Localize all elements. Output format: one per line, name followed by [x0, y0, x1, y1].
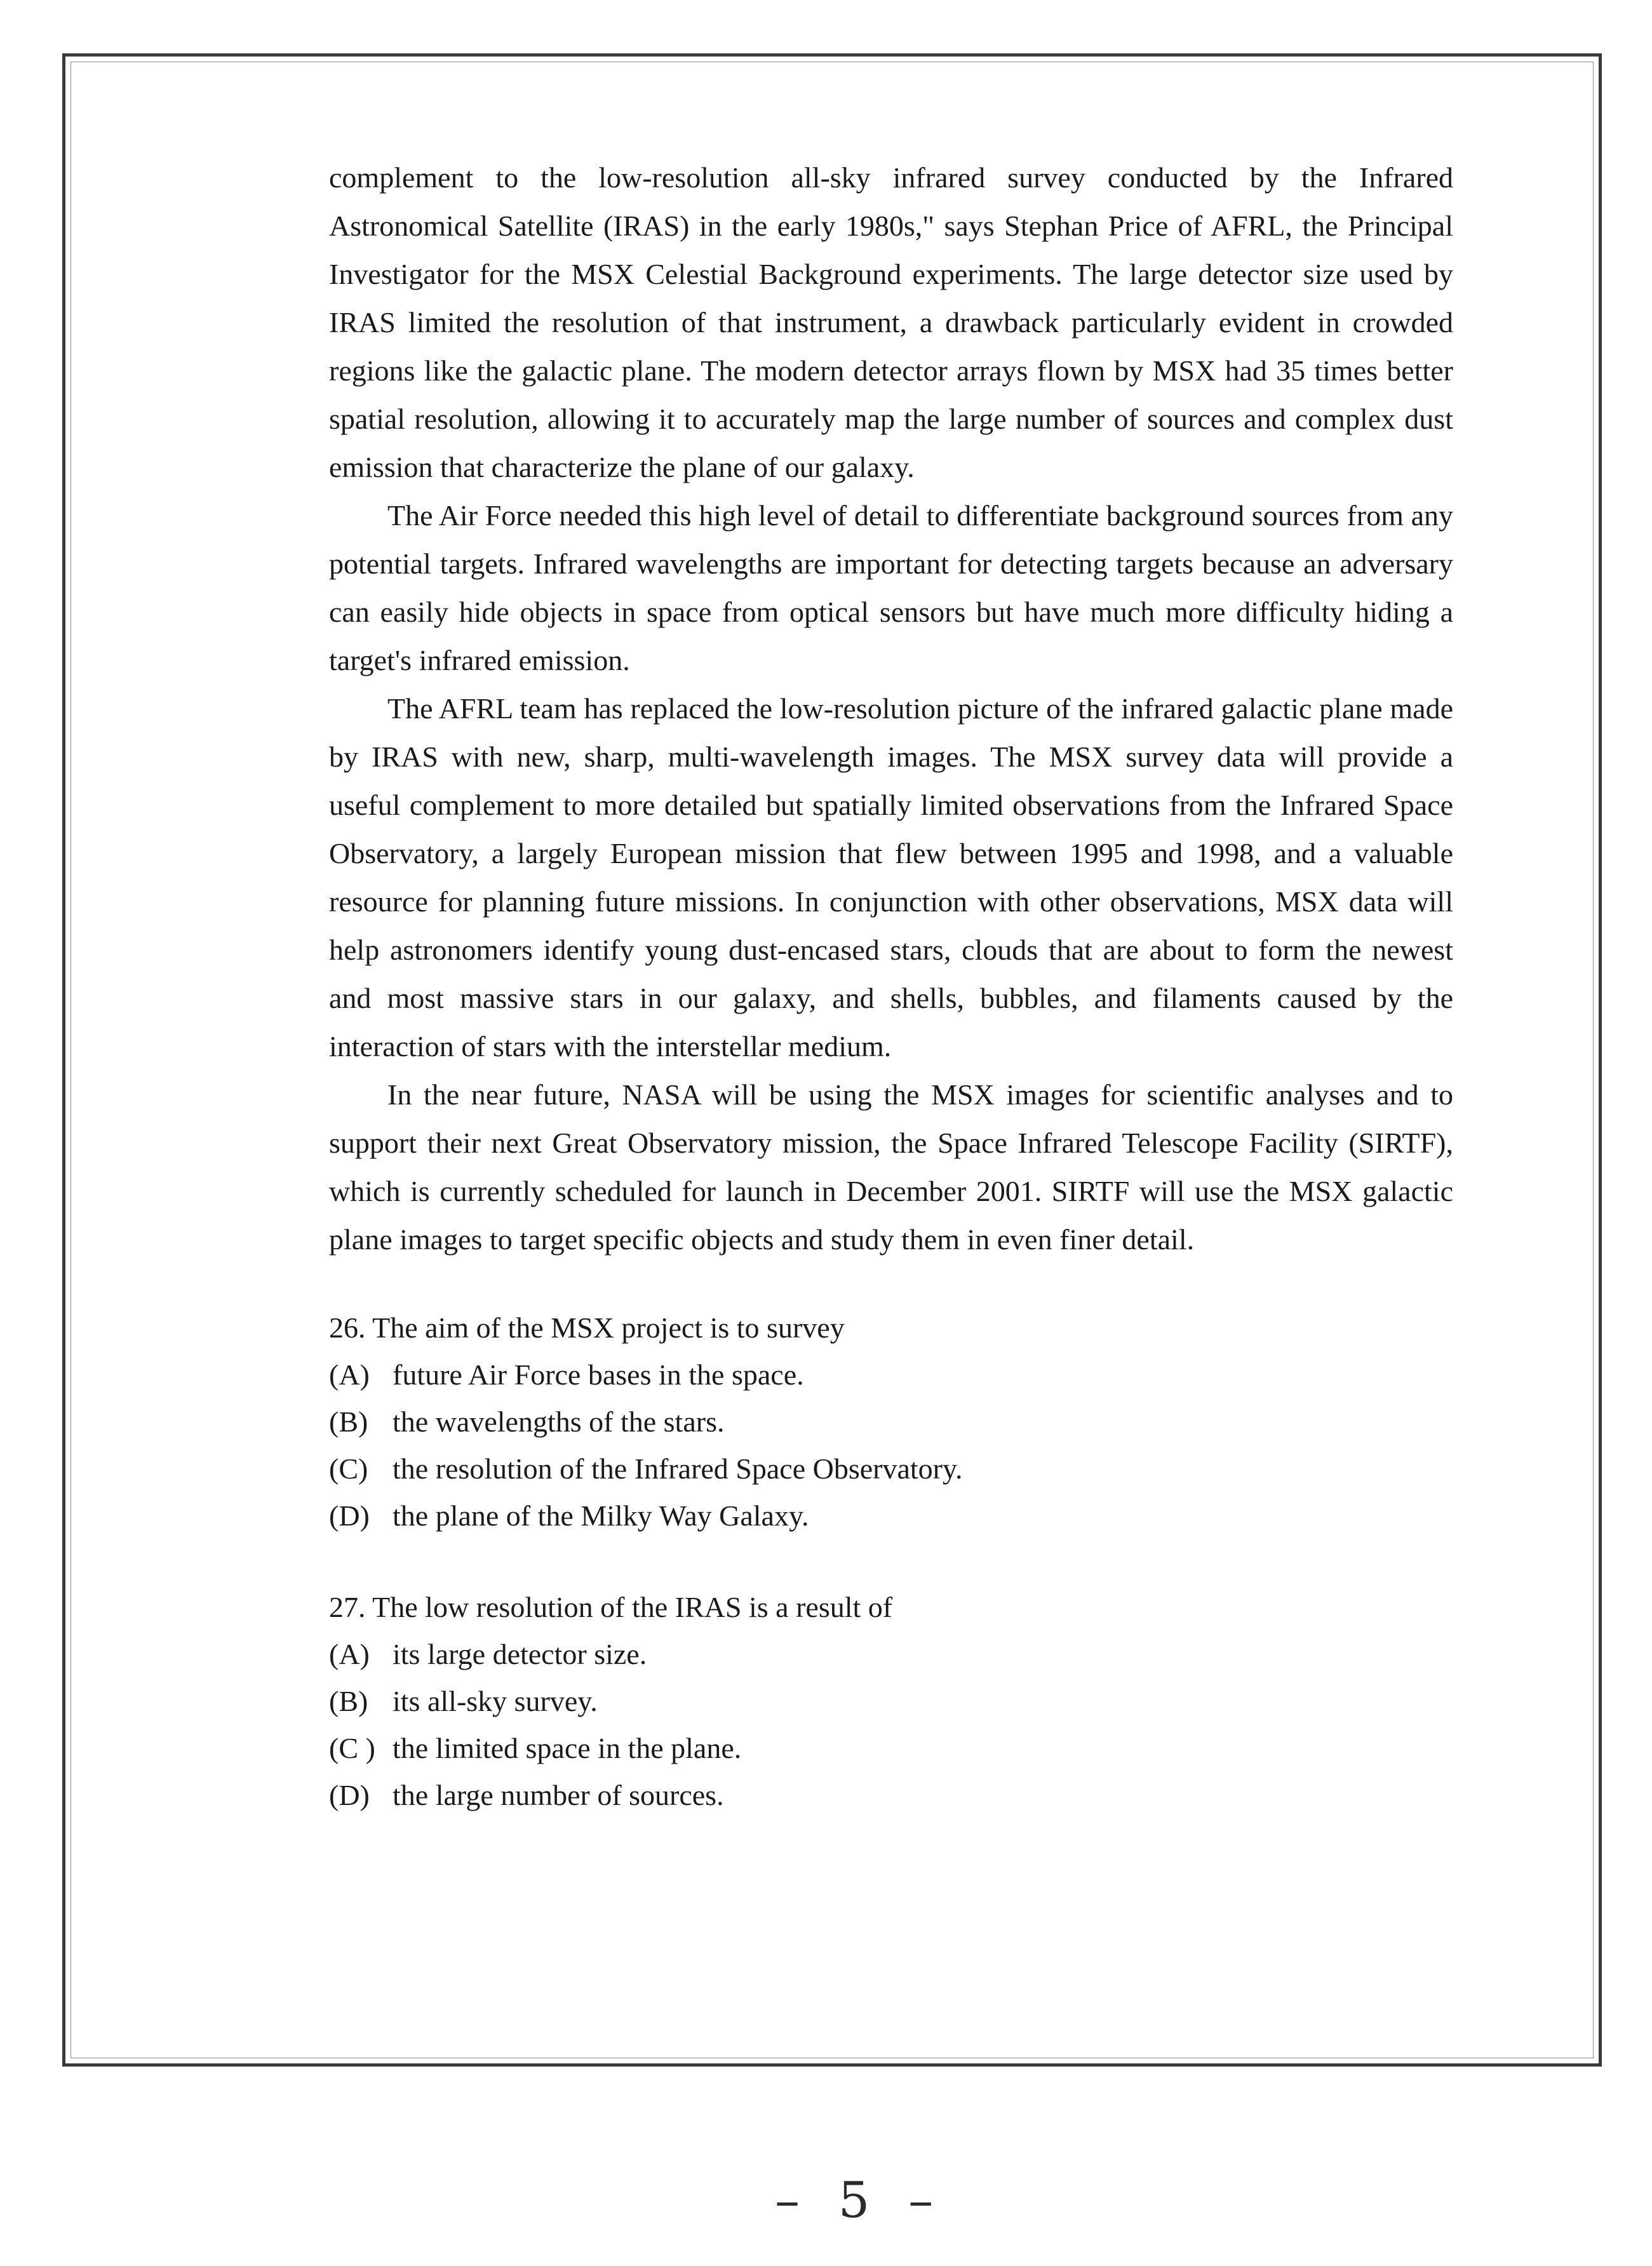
- page-content: [329, 154, 1453, 1819]
- option-letter: (D): [329, 1499, 370, 1532]
- question-stem: 27. The low resolution of the IRAS is a result of: [329, 1591, 893, 1623]
- option-text: the limited space in the plane.: [393, 1732, 742, 1764]
- option-text: the plane of the Milky Way Galaxy.: [393, 1499, 809, 1532]
- page-number: – 5 –: [775, 2172, 945, 2229]
- answer-option: [329, 1351, 1453, 1398]
- option-letter: (A): [329, 1358, 370, 1391]
- option-text: its all-sky survey.: [393, 1685, 598, 1717]
- passage-paragraph: The Air Force needed this high level of detail to differentiate background sources from any potential targets. Infrared wavelengths are important for detecting targets because an adversary can easily hide objects in space from optical sensors but have much more difficulty hiding a target's infrared emission.: [329, 499, 1453, 676]
- passage-paragraph: In the near future, NASA will be using the MSX images for scientific analyses and to support their next Great Observatory mission, the Space Infrared Telescope Facility (SIRTF), which is currently scheduled for launch in December 2001. SIRTF will use the MSX galactic plane images to target specific objects and study them in even finer detail.: [329, 1078, 1453, 1256]
- question-stem: 26. The aim of the MSX project is to survey: [329, 1311, 845, 1344]
- option-text: future Air Force bases in the space.: [393, 1358, 804, 1391]
- question-26: [329, 1304, 1453, 1539]
- answer-option: [329, 1398, 1453, 1445]
- answer-option: [329, 1492, 1453, 1539]
- passage-paragraph: The AFRL team has replaced the low-resolution picture of the infrared galactic plane made by IRAS with new, sharp, multi-wavelength images. The MSX survey data will provide a useful complement to more detailed but spatially limited observations from the Infrared Space Observatory, a largely European mission that flew between 1995 and 1998, and a valuable resource for planning future missions. In conjunction with other observations, MSX data will help astronomers identify young dust-encased stars, clouds that are about to form the newest and most massive stars in our galaxy, and shells, bubbles, and filaments caused by the interaction of stars with the interstellar medium.: [329, 692, 1453, 1063]
- option-letter: (C ): [329, 1732, 375, 1764]
- answer-option: [329, 1678, 1453, 1725]
- option-letter: (B): [329, 1685, 368, 1717]
- option-letter: (A): [329, 1638, 370, 1670]
- option-letter: (C): [329, 1452, 368, 1485]
- answer-option: [329, 1631, 1453, 1678]
- question-27: [329, 1584, 1453, 1819]
- option-letter: (D): [329, 1779, 370, 1811]
- option-letter: (B): [329, 1405, 368, 1438]
- answer-option: [329, 1772, 1453, 1819]
- option-text: the resolution of the Infrared Space Observatory.: [393, 1452, 963, 1485]
- option-text: the large number of sources.: [393, 1779, 724, 1811]
- option-text: its large detector size.: [393, 1638, 647, 1670]
- answer-option: [329, 1445, 1453, 1492]
- answer-option: [329, 1725, 1453, 1772]
- passage-paragraph: complement to the low-resolution all-sky infrared survey conducted by the Infrared Astronomical Satellite (IRAS) in the early 1980s," says Stephan Price of AFRL, the Principal Investigator for the MSX Celestial Background experiments. The large detector size used by IRAS limited the resolution of that instrument, a drawback particularly evident in crowded regions like the galactic plane. The modern detector arrays flown by MSX had 35 times better spatial resolution, allowing it to accurately map the large number of sources and complex dust emission that characterize the plane of our galaxy.: [329, 161, 1453, 483]
- option-text: the wavelengths of the stars.: [393, 1405, 725, 1438]
